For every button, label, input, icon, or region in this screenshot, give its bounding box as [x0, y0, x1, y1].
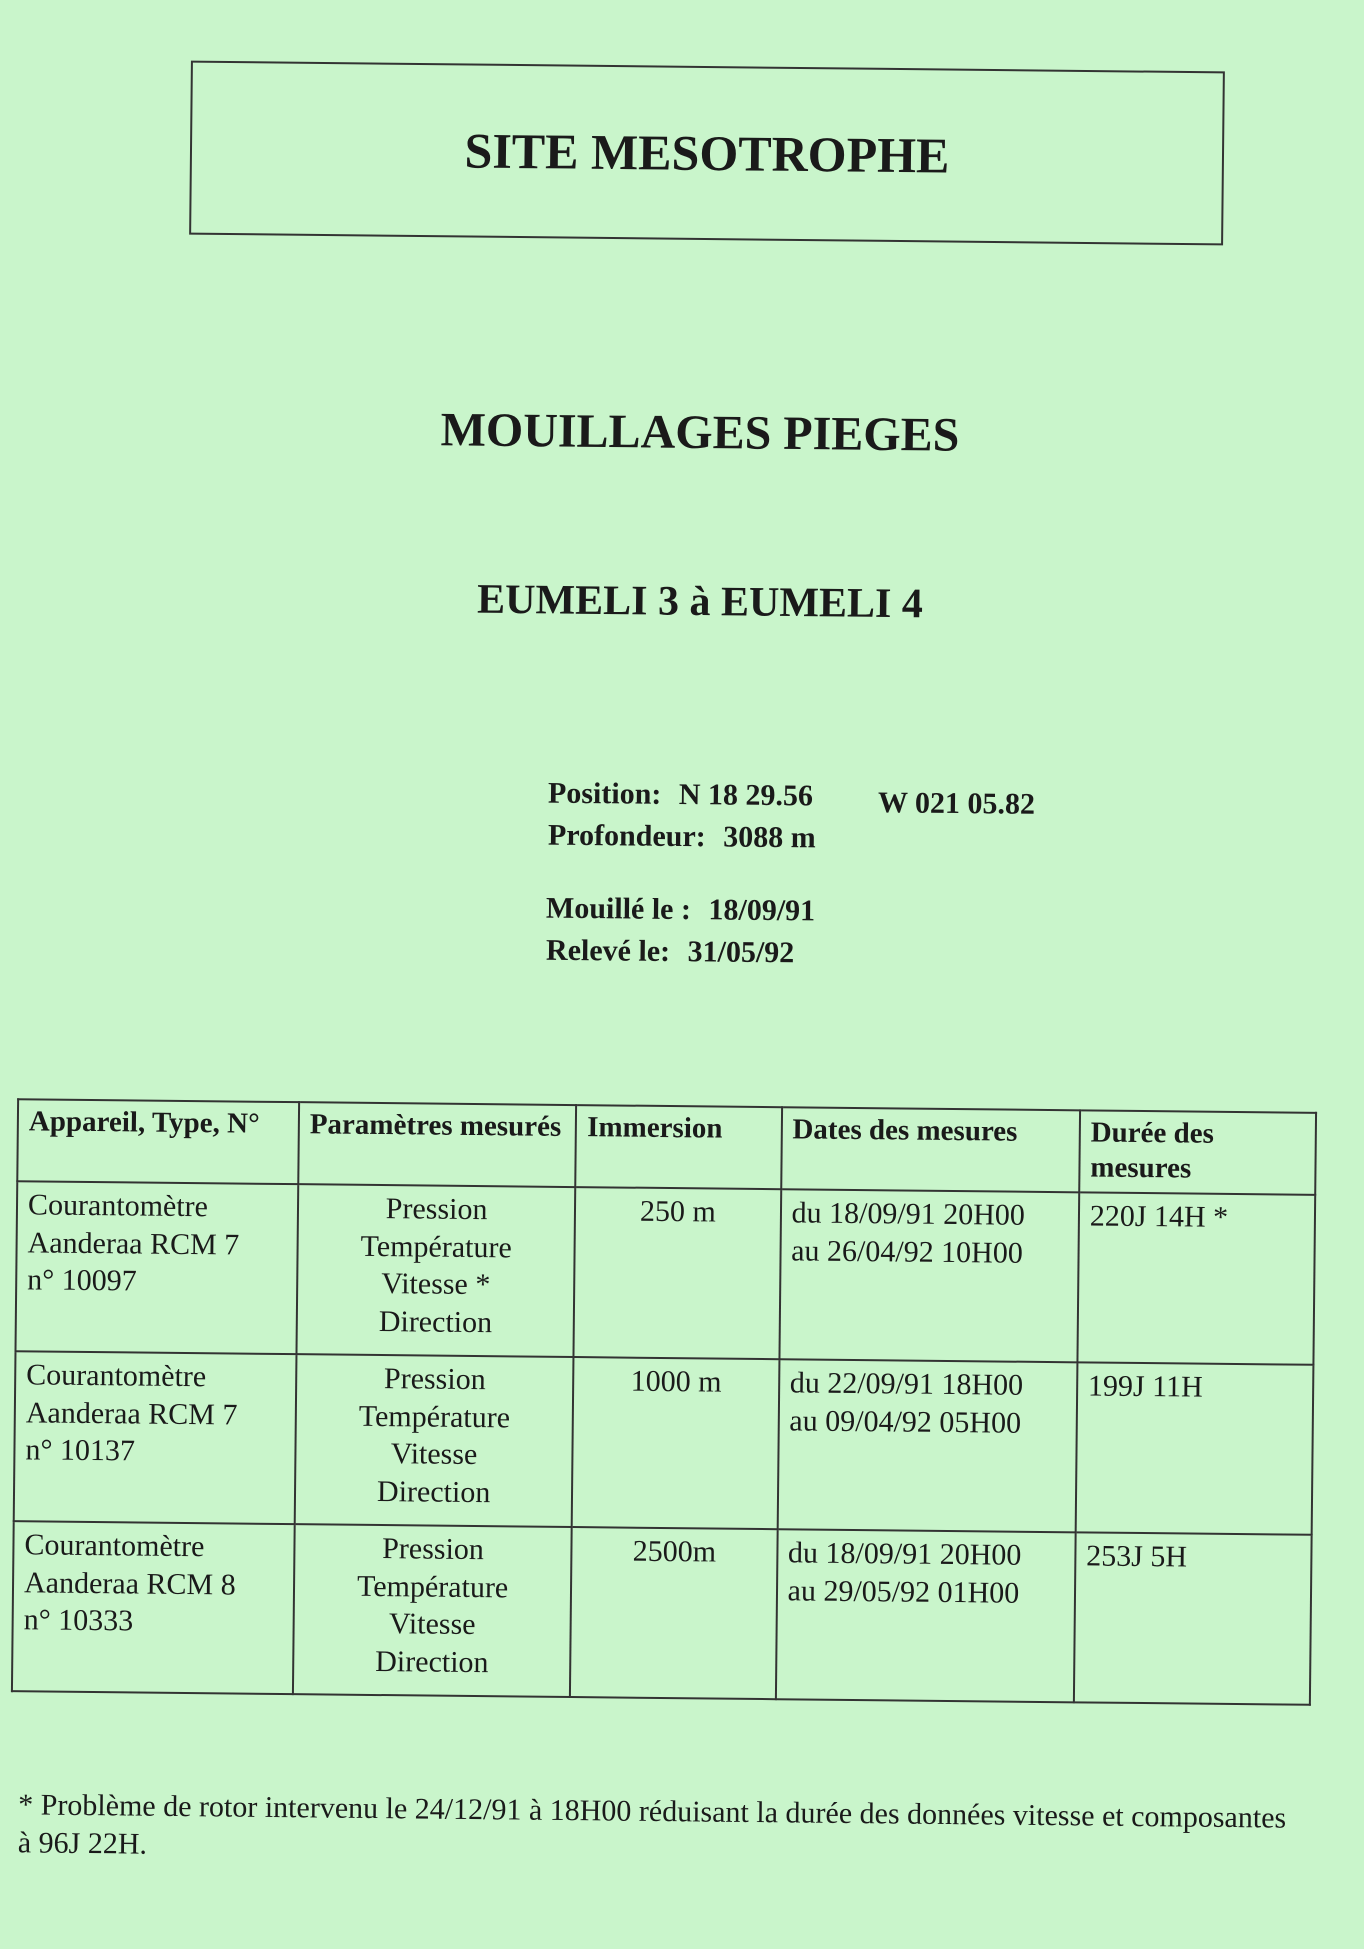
position-line — [548, 777, 813, 814]
depth-label: Profondeur: — [547, 818, 706, 854]
dates-cell — [777, 1359, 1077, 1532]
table-row — [12, 1521, 1312, 1705]
device-model: Aanderaa RCM 7 — [25, 1395, 238, 1432]
footnote: * Problème de rotor intervenu le 24/12/91 à 18H00 réduisant la durée des données vitesse et composantes à 96J 22H. — [17, 1788, 1287, 1861]
recovered-value: 31/05/92 — [687, 935, 795, 970]
param-item: Température — [356, 1569, 509, 1604]
position-lon: W 021 05.82 — [877, 786, 1036, 821]
device-model: Aanderaa RCM 7 — [27, 1225, 240, 1262]
device-type: Courantomètre — [24, 1528, 205, 1564]
device-cell — [12, 1521, 295, 1694]
duration-cell: 199J 11H — [1075, 1362, 1313, 1534]
table-header-row — [17, 1099, 1316, 1195]
param-item: Vitesse — [388, 1607, 476, 1642]
device-number: n° 10137 — [25, 1433, 136, 1468]
depth-line — [548, 819, 816, 856]
table-row — [15, 1181, 1315, 1365]
date-end: au 09/04/92 05H00 — [789, 1403, 1022, 1440]
dates-cell — [779, 1189, 1079, 1362]
param-item: Température — [360, 1229, 512, 1264]
recovered-label: Relevé le: — [545, 933, 671, 968]
date-end: au 26/04/92 10H00 — [791, 1233, 1024, 1270]
param-item: Pression — [383, 1362, 486, 1397]
header-duration: Durée des mesures — [1079, 1110, 1316, 1194]
param-item: Direction — [378, 1304, 493, 1339]
header-dates: Dates des mesures — [781, 1107, 1080, 1192]
site-title: SITE MESOTROPHE — [464, 122, 950, 184]
duration-cell: 220J 14H * — [1077, 1192, 1315, 1364]
position-lon-line — [878, 786, 1035, 822]
device-cell — [15, 1181, 298, 1354]
device-model: Aanderaa RCM 8 — [23, 1565, 236, 1602]
depth-value: 3088 m — [723, 820, 816, 855]
device-cell — [14, 1351, 297, 1524]
immersion-cell: 1000 m — [572, 1357, 779, 1529]
param-item: Vitesse * — [381, 1267, 491, 1302]
device-type: Courantomètre — [27, 1188, 209, 1224]
header-immersion: Immersion — [576, 1105, 782, 1189]
param-item: Direction — [376, 1474, 491, 1509]
param-item: Pression — [385, 1192, 488, 1227]
date-start: du 18/09/91 20H00 — [791, 1196, 1026, 1232]
moored-line — [546, 892, 815, 929]
date-end: au 29/05/92 01H00 — [787, 1573, 1020, 1610]
measurements-table — [11, 1098, 1317, 1706]
duration-cell: 253J 5H — [1074, 1532, 1312, 1704]
site-title-box — [189, 61, 1225, 246]
date-start: du 18/09/91 20H00 — [787, 1536, 1022, 1572]
sub-heading: EUMELI 3 à EUMELI 4 — [476, 576, 924, 628]
dates-cell — [775, 1529, 1075, 1702]
position-lat: N 18 29.56 — [678, 777, 814, 813]
table-row — [14, 1351, 1314, 1535]
recovered-line — [546, 934, 795, 971]
header-params: Paramètres mesurés — [298, 1102, 576, 1187]
moored-value: 18/09/91 — [708, 893, 816, 928]
params-cell — [293, 1524, 572, 1697]
position-label: Position: — [547, 776, 662, 811]
params-cell — [296, 1184, 575, 1357]
device-number: n° 10333 — [23, 1603, 134, 1638]
header-device: Appareil, Type, N° — [17, 1099, 299, 1184]
param-item: Température — [358, 1399, 511, 1434]
param-item: Pression — [382, 1532, 485, 1567]
params-cell — [295, 1354, 574, 1527]
device-number: n° 10097 — [27, 1263, 137, 1298]
immersion-cell: 2500m — [570, 1527, 777, 1699]
param-item: Direction — [375, 1644, 489, 1679]
param-item: Vitesse — [390, 1437, 478, 1472]
date-start: du 22/09/91 18H00 — [789, 1366, 1024, 1402]
moored-label: Mouillé le : — [545, 891, 692, 927]
device-type: Courantomètre — [26, 1358, 207, 1394]
main-heading: MOUILLAGES PIEGES — [440, 403, 960, 462]
immersion-cell: 250 m — [574, 1187, 781, 1359]
